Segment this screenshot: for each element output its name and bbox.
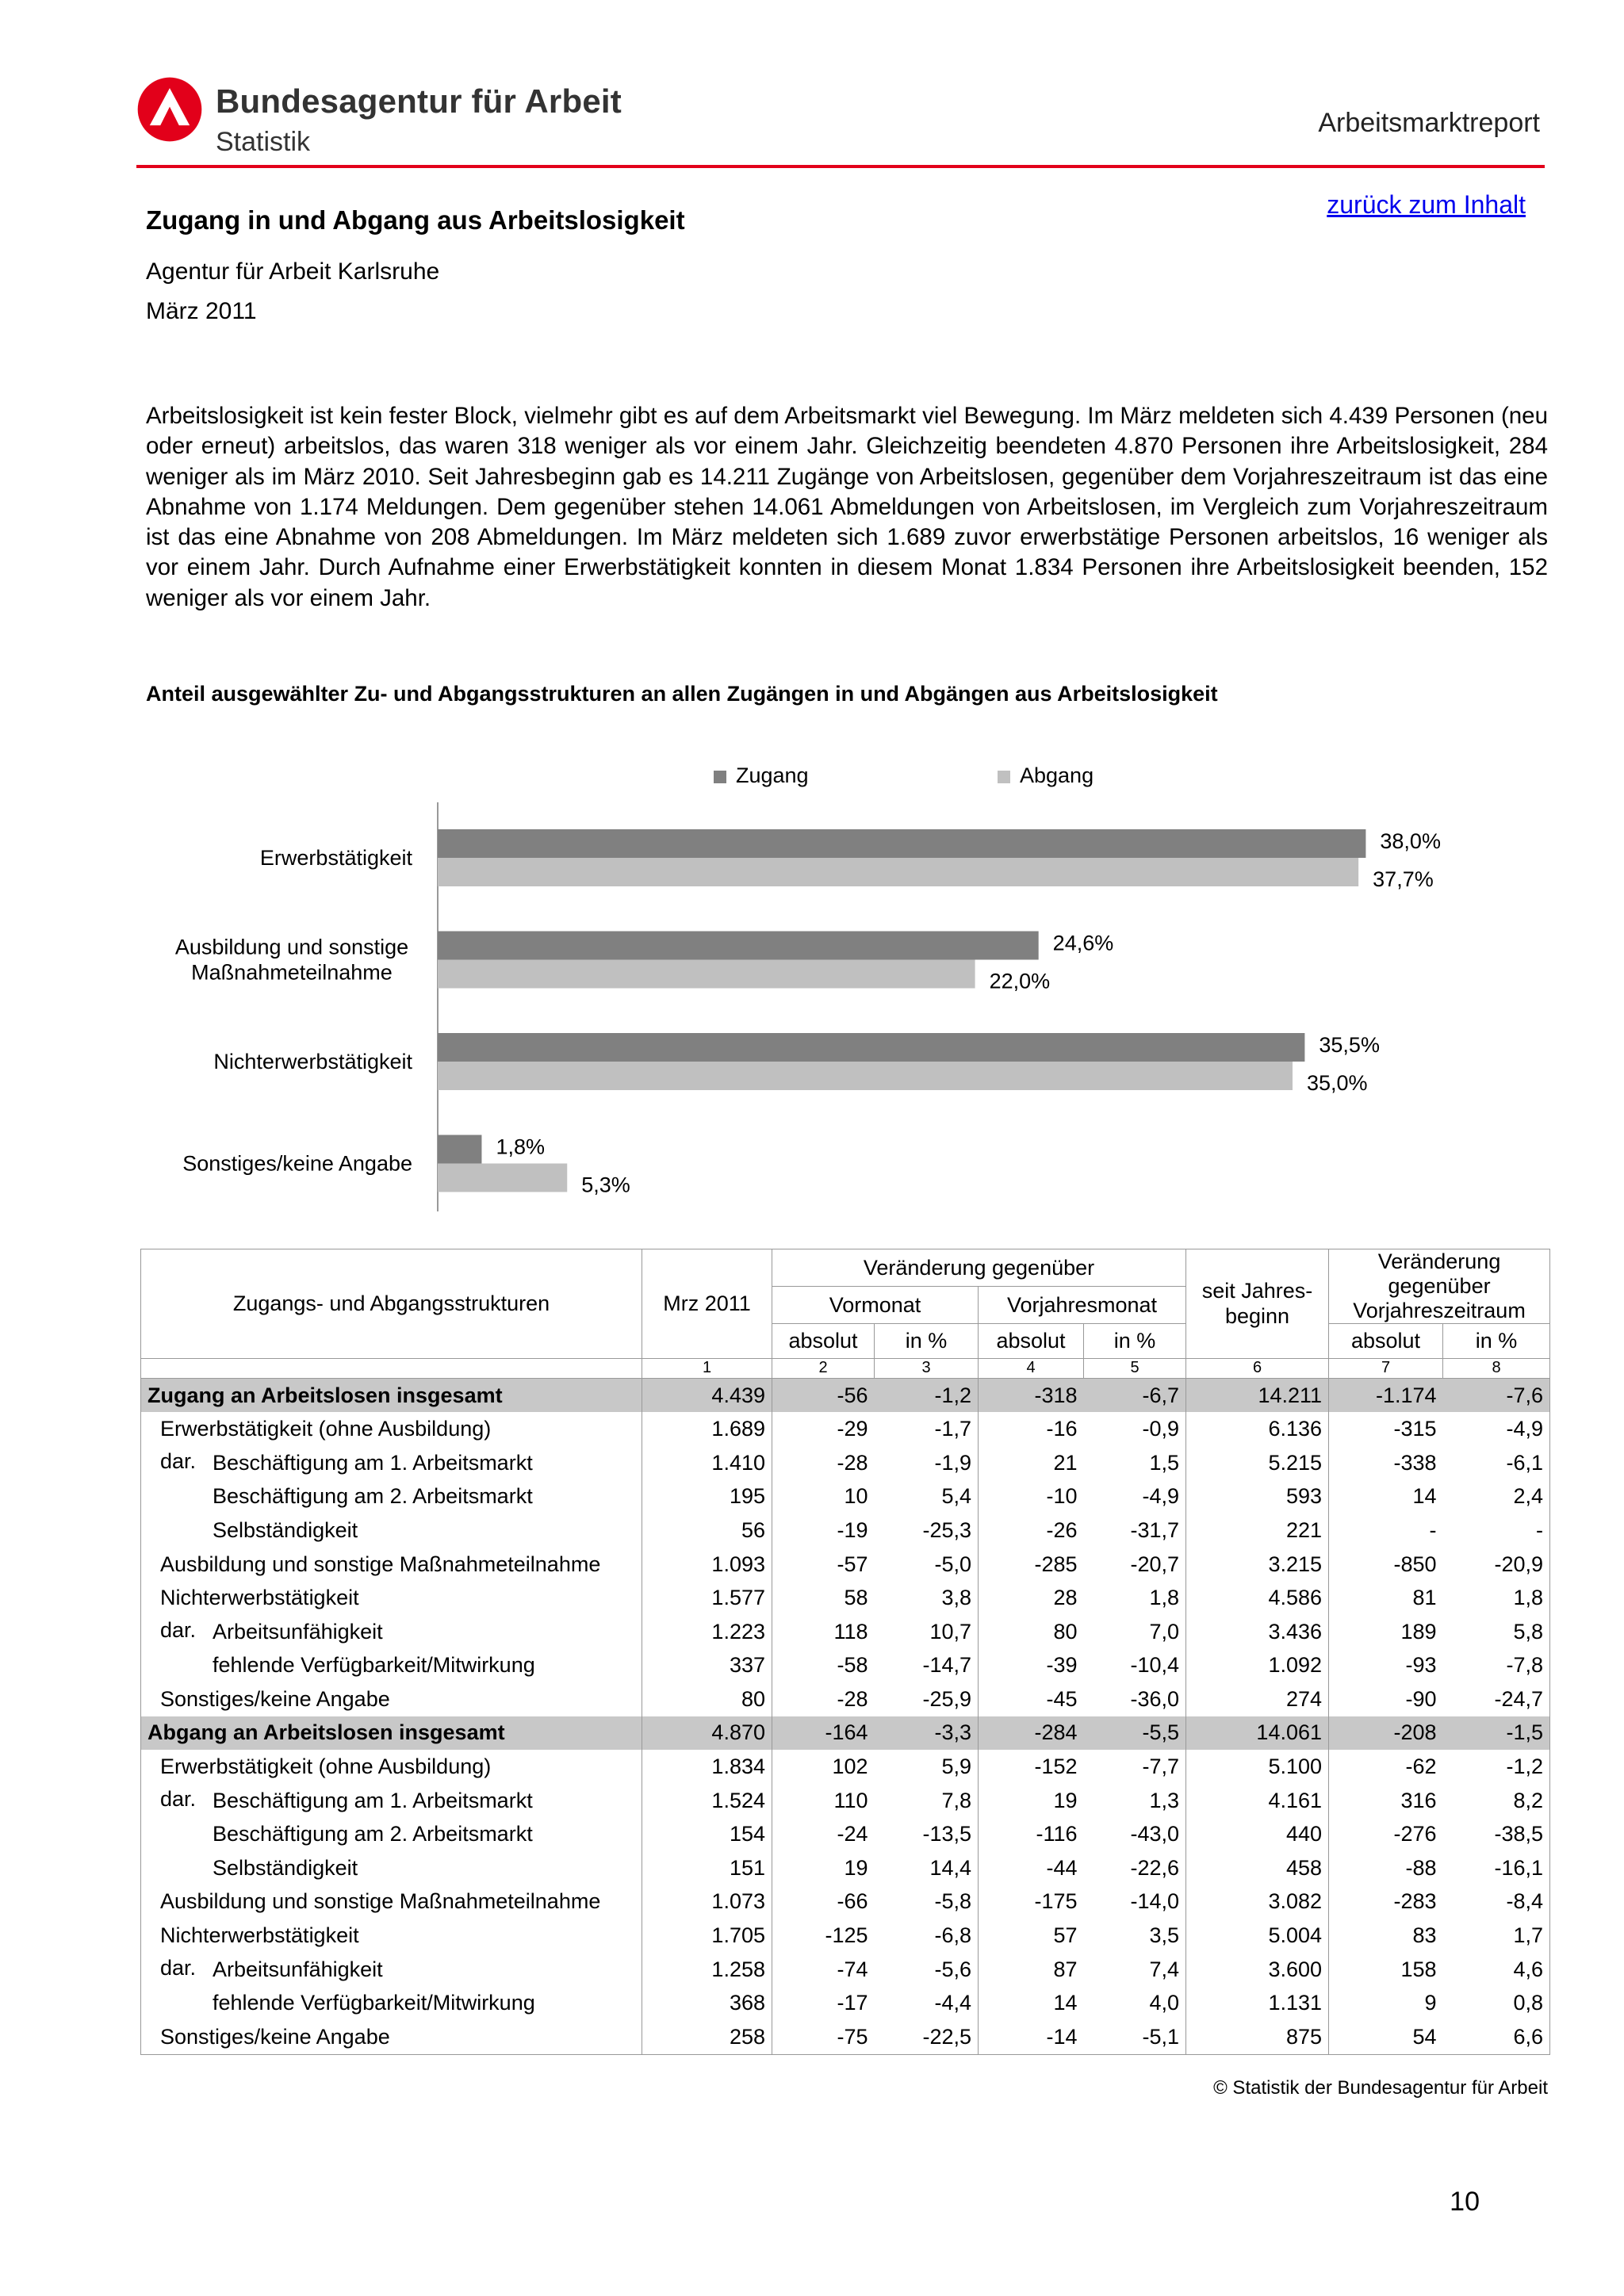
table-cell: 0,8	[1443, 1986, 1550, 2020]
col-header-pct: in %	[1443, 1324, 1550, 1359]
table-cell: -175	[1034, 1889, 1078, 1914]
table-cell: 9	[1424, 1991, 1437, 2015]
table-cell: 58	[844, 1586, 868, 1610]
table-total-row	[141, 1378, 1550, 1412]
col-header-since-year-start: seit Jahres-beginn	[1186, 1249, 1329, 1359]
table-cell: -283	[1393, 1889, 1437, 1914]
table-cell: -58	[837, 1653, 868, 1678]
table-cell: -284	[979, 1716, 1084, 1751]
bar-zugang	[438, 932, 1039, 960]
table-cell: -1.174	[1329, 1378, 1443, 1412]
page-number: 10	[1450, 2187, 1480, 2217]
table-cell: 54	[1329, 2020, 1443, 2054]
table-cell: -28	[837, 1450, 868, 1475]
col-header-pct: in %	[1084, 1324, 1186, 1359]
structures-table	[140, 1249, 1550, 2055]
table-cell: -3,3	[875, 1716, 979, 1751]
bar-abgang	[438, 1062, 1293, 1090]
col-number: 5	[1084, 1358, 1186, 1378]
table-cell: 1.834	[642, 1750, 772, 1784]
table-cell: 10	[844, 1484, 868, 1509]
table-cell: -850	[1393, 1552, 1437, 1576]
bar-zugang	[438, 1135, 481, 1164]
row-label: Beschäftigung am 2. Arbeitsmarkt	[213, 1484, 533, 1509]
table-cell: -20,9	[1443, 1548, 1550, 1582]
col-header-change-prev-period: Veränderung gegenüber Vorjahreszeitraum	[1329, 1249, 1550, 1324]
category-label: Sonstiges/keine Angabe	[182, 1151, 412, 1176]
col-number-blank	[141, 1358, 642, 1378]
row-prefix: dar.	[160, 1786, 197, 1811]
category-label: Maßnahmeteilnahme	[191, 960, 393, 985]
structures-table-container	[140, 1249, 1549, 2055]
row-label: Erwerbstätigkeit (ohne Ausbildung)	[160, 1417, 492, 1441]
table-cell: 2,4	[1443, 1480, 1550, 1514]
table-row	[141, 1750, 1550, 1784]
table-cell: -57	[837, 1552, 868, 1576]
row-label: Sonstiges/keine Angabe	[160, 2024, 390, 2049]
table-cell: 7,8	[875, 1784, 979, 1818]
table-row	[141, 1513, 1550, 1548]
table-cell: -88	[1405, 1855, 1437, 1880]
report-label: Arbeitsmarktreport	[1318, 108, 1540, 138]
table-cell: 1.073	[642, 1885, 772, 1919]
table-cell: -14	[979, 2020, 1084, 2054]
row-prefix: dar.	[160, 1955, 197, 1980]
table-cell: 1.705	[642, 1919, 772, 1953]
row-label: fehlende Verfügbarkeit/Mitwirkung	[213, 1653, 535, 1678]
table-cell: -75	[772, 2020, 875, 2054]
table-cell: 5.100	[1186, 1750, 1329, 1784]
col-header-pct: in %	[875, 1324, 979, 1359]
table-cell: -116	[1036, 1822, 1078, 1846]
table-cell: -164	[772, 1716, 875, 1751]
col-header-absolut: absolut	[979, 1324, 1084, 1359]
table-row	[141, 1648, 1550, 1682]
page-title: Zugang in und Abgang aus Arbeitslosigkeit	[146, 205, 685, 235]
table-cell: -152	[1034, 1755, 1078, 1779]
table-cell: -315	[1393, 1417, 1437, 1441]
table-cell: 3.600	[1186, 1953, 1329, 1987]
table-cell: -93	[1405, 1653, 1437, 1678]
row-label: fehlende Verfügbarkeit/Mitwirkung	[213, 1991, 535, 2015]
col-header-month: Mrz 2011	[642, 1249, 772, 1359]
table-cell: 1,8	[1084, 1581, 1186, 1615]
table-cell: -	[1429, 1517, 1437, 1542]
table-cell: 7,4	[1084, 1953, 1186, 1987]
table-cell: -17	[837, 1991, 868, 2015]
table-row	[141, 1615, 1550, 1649]
col-number: 4	[979, 1358, 1084, 1378]
row-label: Beschäftigung am 2. Arbeitsmarkt	[213, 1822, 533, 1846]
table-cell: -5,1	[1084, 2020, 1186, 2054]
table-cell: -25,3	[875, 1513, 979, 1548]
col-number: 2	[772, 1358, 875, 1378]
table-cell: 87	[1053, 1957, 1078, 1981]
table-cell: -13,5	[875, 1817, 979, 1851]
table-cell: 6,6	[1443, 2020, 1550, 2054]
table-cell: 4,6	[1443, 1953, 1550, 1987]
row-label: Zugang an Arbeitslosen insgesamt	[147, 1383, 503, 1407]
table-cell: -7,6	[1443, 1378, 1550, 1412]
table-cell: 6.136	[1186, 1412, 1329, 1446]
row-label: Ausbildung und sonstige Maßnahmeteilnahme	[160, 1889, 601, 1914]
data-label: 37,7%	[1373, 867, 1434, 891]
table-cell: -7,7	[1084, 1750, 1186, 1784]
agency-name: Agentur für Arbeit Karlsruhe	[146, 258, 440, 285]
table-cell: -1,5	[1443, 1716, 1550, 1751]
table-cell: 151	[642, 1851, 772, 1885]
col-number: 8	[1443, 1358, 1550, 1378]
table-cell: 57	[1053, 1923, 1078, 1948]
table-cell: -6,8	[875, 1919, 979, 1953]
table-cell: 19	[844, 1855, 868, 1880]
bar-abgang	[438, 858, 1358, 886]
table-cell: 1.524	[642, 1784, 772, 1818]
legend-label: Abgang	[1020, 763, 1094, 787]
table-cell: -4,4	[875, 1986, 979, 2020]
table-row	[141, 1581, 1550, 1615]
intro-paragraph: Arbeitslosigkeit ist kein fester Block, vielmehr gibt es auf dem Arbeitsmarkt viel Bewegung. Im März meldeten sich 4.439 Personen (neu oder erneut) arbeitslos, das waren 318 weniger als vor einem Jahr. Gleichzeitig beendeten 4.870 Personen ihre Arbeitslosigkeit, 284 weniger als im März 2010. Seit Jahresbeginn gab es 14.211 Zugänge von Arbeitslosen, gegenüber dem Vorjahreszeitraum ist das eine Abnahme von 1.174 Meldungen. Dem gegenüber stehen 14.061 Abmeldungen von Arbeitslosen, im Vergleich zum Vorjahreszeitraum ist das eine Abnahme von 208 Abmeldungen. Im März meldeten sich 1.689 zuvor erwerbstätige Personen arbeitslos, 16 weniger als vor einem Jahr. Durch Aufnahme einer Erwerbstätigkeit konnten in diesem Monat 1.834 Personen ihre Arbeitslosigkeit beenden, 152 weniger als vor einem Jahr.	[146, 403, 1548, 611]
table-cell: 4.161	[1186, 1784, 1329, 1818]
org-name: Bundesagentur für Arbeit	[216, 82, 622, 120]
table-cell: 14.061	[1186, 1716, 1329, 1751]
table-cell: -24	[837, 1822, 868, 1846]
col-header-prev-month: Vormonat	[772, 1287, 979, 1324]
table-cell: -285	[1034, 1552, 1078, 1576]
table-cell: 8,2	[1443, 1784, 1550, 1818]
legend-swatch	[998, 771, 1010, 783]
table-cell: -39	[1046, 1653, 1078, 1678]
table-cell: -10,4	[1084, 1648, 1186, 1682]
table-cell: -62	[1405, 1755, 1437, 1779]
data-label: 1,8%	[496, 1135, 545, 1159]
table-cell: 19	[1053, 1788, 1078, 1812]
table-cell: 14	[1053, 1991, 1078, 2015]
row-label: Ausbildung und sonstige Maßnahmeteilnahme	[160, 1552, 601, 1576]
table-cell: -0,9	[1084, 1412, 1186, 1446]
table-cell: -7,8	[1443, 1648, 1550, 1682]
bar-abgang	[438, 1164, 567, 1192]
data-label: 38,0%	[1380, 829, 1441, 853]
table-cell: -125	[825, 1923, 868, 1948]
table-cell: -1,7	[875, 1412, 979, 1446]
table-cell: -38,5	[1443, 1817, 1550, 1851]
table-cell: 1,3	[1084, 1784, 1186, 1818]
table-cell: 21	[1053, 1450, 1078, 1475]
table-row	[141, 1682, 1550, 1716]
legend-swatch	[714, 771, 726, 783]
table-cell: -20,7	[1084, 1548, 1186, 1582]
table-cell: 1,8	[1443, 1581, 1550, 1615]
data-label: 5,3%	[581, 1173, 630, 1197]
row-prefix: dar.	[160, 1448, 197, 1473]
data-label: 35,5%	[1319, 1033, 1380, 1057]
table-row	[141, 1885, 1550, 1919]
table-cell: 4.439	[642, 1378, 772, 1412]
table-cell: 1.093	[642, 1548, 772, 1582]
table-cell: -1,2	[875, 1378, 979, 1412]
table-cell: -16,1	[1443, 1851, 1550, 1885]
table-cell: 593	[1186, 1480, 1329, 1514]
table-cell: -5,6	[875, 1953, 979, 1987]
table-cell: -1,9	[875, 1446, 979, 1480]
chart-title: Anteil ausgewählter Zu- und Abgangsstrukturen an allen Zugängen in und Abgängen aus Arbeitslosigkeit	[146, 682, 1218, 706]
table-cell: 440	[1186, 1817, 1329, 1851]
table-cell: 3.082	[1186, 1885, 1329, 1919]
table-total-row	[141, 1716, 1550, 1751]
table-cell: -22,5	[875, 2020, 979, 2054]
table-cell: 1.092	[1186, 1648, 1329, 1682]
table-cell: 14,4	[875, 1851, 979, 1885]
table-cell: 80	[642, 1682, 772, 1716]
table-cell: -44	[1046, 1855, 1078, 1880]
table-cell: 258	[642, 2020, 772, 2054]
table-row	[141, 1817, 1550, 1851]
table-row	[141, 1446, 1550, 1480]
table-cell: 4.586	[1186, 1581, 1329, 1615]
back-to-contents-link[interactable]: zurück zum Inhalt	[1327, 190, 1526, 219]
table-cell: 1.577	[642, 1581, 772, 1615]
table-cell: -8,4	[1443, 1885, 1550, 1919]
col-header-absolut: absolut	[1329, 1324, 1443, 1359]
table-cell: -	[1443, 1513, 1550, 1548]
table-cell: -66	[837, 1889, 868, 1914]
table-cell: 195	[642, 1480, 772, 1514]
data-label: 22,0%	[989, 969, 1051, 993]
table-cell: -22,6	[1084, 1851, 1186, 1885]
table-cell: -74	[837, 1957, 868, 1981]
bar-abgang	[438, 960, 975, 989]
table-cell: 14	[1412, 1484, 1437, 1509]
table-cell: 14.211	[1186, 1378, 1329, 1412]
table-cell: -4,9	[1084, 1480, 1186, 1514]
table-cell: -4,9	[1443, 1412, 1550, 1446]
row-label: Erwerbstätigkeit (ohne Ausbildung)	[160, 1755, 492, 1779]
table-cell: 1.689	[642, 1412, 772, 1446]
report-period: März 2011	[146, 298, 257, 324]
col-header-structures: Zugangs- und Abgangsstrukturen	[141, 1249, 642, 1359]
table-cell: -29	[837, 1417, 868, 1441]
data-label: 35,0%	[1307, 1071, 1368, 1095]
col-header-prev-year-month: Vorjahresmonat	[979, 1287, 1186, 1324]
table-cell: 81	[1412, 1586, 1437, 1610]
table-cell: -5,8	[875, 1885, 979, 1919]
table-cell: -6,7	[1084, 1378, 1186, 1412]
table-cell: 5.215	[1186, 1446, 1329, 1480]
table-cell: 83	[1412, 1923, 1437, 1948]
row-label: Abgang an Arbeitslosen insgesamt	[147, 1720, 505, 1745]
table-cell: 28	[1053, 1586, 1078, 1610]
table-cell: -1,2	[1443, 1750, 1550, 1784]
table-cell: 5,9	[875, 1750, 979, 1784]
row-label: Arbeitsunfähigkeit	[213, 1619, 383, 1644]
table-cell: 875	[1186, 2020, 1329, 2054]
table-cell: 368	[642, 1986, 772, 2020]
table-cell: 3.215	[1186, 1548, 1329, 1582]
table-cell: -25,9	[875, 1682, 979, 1716]
table-cell: 316	[1400, 1788, 1437, 1812]
table-cell: 118	[833, 1619, 868, 1644]
bar-zugang	[438, 1033, 1304, 1062]
table-cell: 1.223	[642, 1615, 772, 1649]
table-cell: -338	[1393, 1450, 1437, 1475]
table-row	[141, 1986, 1550, 2020]
table-cell: -36,0	[1084, 1682, 1186, 1716]
row-label: Nichterwerbstätigkeit	[160, 1586, 359, 1610]
table-cell: 1.131	[1186, 1986, 1329, 2020]
table-cell: 337	[642, 1648, 772, 1682]
table-cell: 5,4	[875, 1480, 979, 1514]
row-label: Sonstiges/keine Angabe	[160, 1686, 390, 1711]
table-cell: 5,8	[1443, 1615, 1550, 1649]
data-label: 24,6%	[1052, 931, 1114, 955]
table-row	[141, 1480, 1550, 1514]
table-cell: 1.410	[642, 1446, 772, 1480]
table-cell: 274	[1186, 1682, 1329, 1716]
table-row	[141, 1412, 1550, 1446]
table-cell: -24,7	[1443, 1682, 1550, 1716]
legend-label: Zugang	[736, 763, 809, 787]
table-cell: -5,5	[1084, 1716, 1186, 1751]
table-cell: 458	[1186, 1851, 1329, 1885]
table-cell: 102	[832, 1755, 868, 1779]
table-cell: 4,0	[1084, 1986, 1186, 2020]
table-cell: 56	[642, 1513, 772, 1548]
table-row	[141, 1784, 1550, 1818]
table-cell: -43,0	[1084, 1817, 1186, 1851]
table-cell: 4.870	[642, 1716, 772, 1751]
row-label: Selbständigkeit	[213, 1855, 358, 1880]
table-cell: -6,1	[1443, 1446, 1550, 1480]
table-cell: -56	[772, 1378, 875, 1412]
table-cell: 154	[642, 1817, 772, 1851]
row-label: Beschäftigung am 1. Arbeitsmarkt	[213, 1788, 533, 1812]
col-number: 6	[1186, 1358, 1329, 1378]
category-label: Ausbildung und sonstige	[174, 935, 409, 959]
table-cell: 189	[1400, 1619, 1437, 1644]
table-cell: -26	[1046, 1517, 1078, 1542]
table-row	[141, 1953, 1550, 1987]
table-row	[141, 2020, 1550, 2054]
table-cell: 10,7	[875, 1615, 979, 1649]
row-label: Arbeitsunfähigkeit	[213, 1957, 383, 1981]
table-cell: -16	[1046, 1417, 1078, 1441]
table-row	[141, 1851, 1550, 1885]
row-prefix: dar.	[160, 1617, 197, 1642]
table-cell: -14,7	[875, 1648, 979, 1682]
table-cell: -5,0	[875, 1548, 979, 1582]
row-label: Nichterwerbstätigkeit	[160, 1923, 359, 1948]
table-cell: -10	[1046, 1484, 1078, 1509]
table-cell: 1,5	[1084, 1446, 1186, 1480]
table-cell: 3,8	[875, 1581, 979, 1615]
col-header-absolut: absolut	[772, 1324, 875, 1359]
table-cell: 1.258	[642, 1953, 772, 1987]
col-number: 3	[875, 1358, 979, 1378]
col-number: 7	[1329, 1358, 1443, 1378]
table-cell: -208	[1329, 1716, 1443, 1751]
row-label: Beschäftigung am 1. Arbeitsmarkt	[213, 1450, 533, 1475]
table-cell: 110	[833, 1788, 868, 1812]
table-cell: -90	[1405, 1686, 1437, 1711]
row-label: Selbständigkeit	[213, 1517, 358, 1542]
bar-zugang	[438, 829, 1365, 858]
table-cell: -276	[1393, 1822, 1437, 1846]
table-cell: 7,0	[1084, 1615, 1186, 1649]
table-cell: -31,7	[1084, 1513, 1186, 1548]
col-header-change: Veränderung gegenüber	[772, 1249, 1186, 1287]
table-cell: 221	[1186, 1513, 1329, 1548]
table-cell: -14,0	[1084, 1885, 1186, 1919]
category-label: Erwerbstätigkeit	[259, 846, 412, 870]
category-label: Nichterwerbstätigkeit	[213, 1050, 412, 1073]
table-cell: 5.004	[1186, 1919, 1329, 1953]
copyright-credit: © Statistik der Bundesagentur für Arbeit	[1213, 2077, 1548, 2099]
table-cell: -19	[837, 1517, 868, 1542]
org-subtitle: Statistik	[216, 127, 311, 157]
table-cell: 3,5	[1084, 1919, 1186, 1953]
table-cell: 80	[1053, 1619, 1078, 1644]
table-cell: -318	[979, 1378, 1084, 1412]
table-cell: 158	[1400, 1957, 1437, 1981]
table-cell: -45	[1046, 1686, 1078, 1711]
table-cell: 3.436	[1186, 1615, 1329, 1649]
table-row	[141, 1548, 1550, 1582]
col-number: 1	[642, 1358, 772, 1378]
table-cell: -28	[837, 1686, 868, 1711]
table-cell: 1,7	[1443, 1919, 1550, 1953]
table-row	[141, 1919, 1550, 1953]
